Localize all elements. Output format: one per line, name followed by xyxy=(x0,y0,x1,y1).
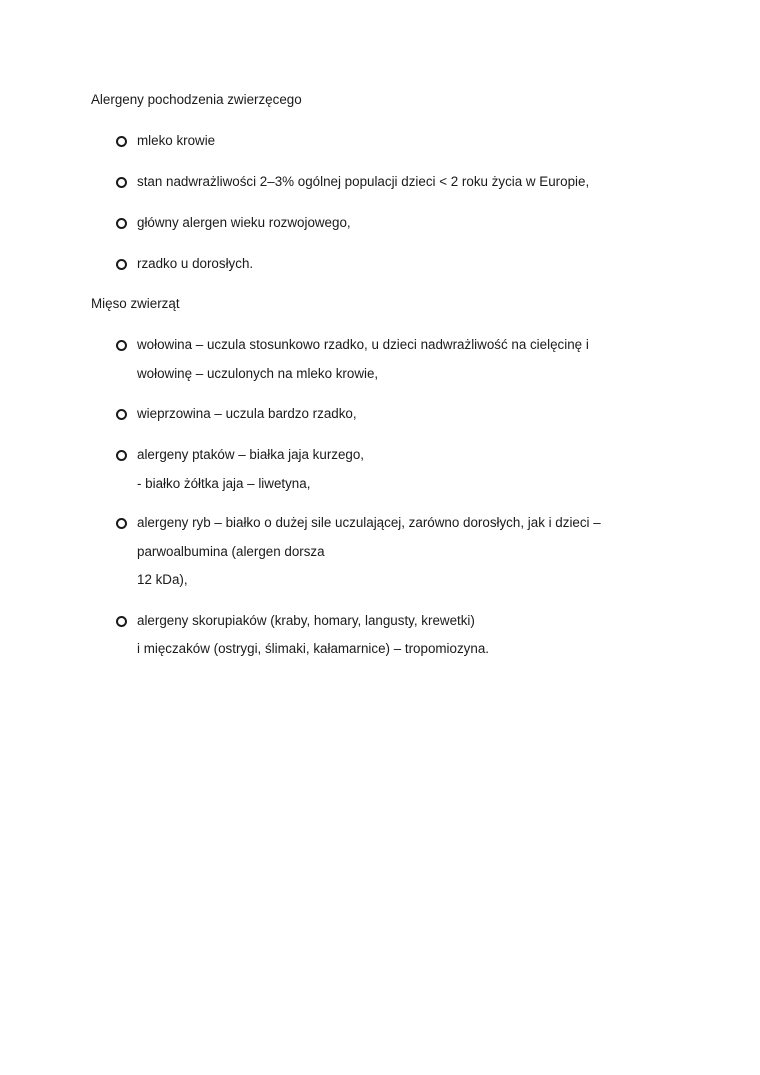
section-heading-animal-allergens: Alergeny pochodzenia zwierzęcego xyxy=(91,92,302,107)
list-item-text: wieprzowina – uczula bardzo rzadko, xyxy=(137,406,357,421)
circle-bullet-icon xyxy=(116,177,127,188)
list-item-text: wołowina – uczula stosunkowo rzadko, u dzieci nadwrażliwość na cielęcinę i xyxy=(137,337,589,352)
circle-bullet-icon xyxy=(116,340,127,351)
list-item-text: parwoalbumina (alergen dorsza xyxy=(137,544,325,559)
list-item-text: stan nadwrażliwości 2–3% ogólnej populacji dzieci < 2 roku życia w Europie, xyxy=(137,174,590,189)
list-item-text: rzadko u dorosłych. xyxy=(137,256,254,271)
circle-bullet-icon xyxy=(116,409,127,420)
circle-bullet-icon xyxy=(116,518,127,529)
list-item-text: i mięczaków (ostrygi, ślimaki, kałamarnice) – tropomiozyna. xyxy=(137,641,489,656)
circle-bullet-icon xyxy=(116,136,127,147)
list-item-text: 12 kDa), xyxy=(137,572,188,587)
list-item-text: - białko żółtka jaja – liwetyna, xyxy=(137,476,311,491)
list-item-text: mleko krowie xyxy=(137,133,216,148)
list-item-text: główny alergen wieku rozwojowego, xyxy=(137,215,351,230)
circle-bullet-icon xyxy=(116,616,127,627)
list-item-text: wołowinę – uczulonych na mleko krowie, xyxy=(137,366,379,381)
list-item-text: alergeny ptaków – białka jaja kurzego, xyxy=(137,447,365,462)
circle-bullet-icon xyxy=(116,450,127,461)
list-item-text: alergeny ryb – białko o dużej sile uczulającej, zarówno dorosłych, jak i dzieci – xyxy=(137,515,601,530)
circle-bullet-icon xyxy=(116,218,127,229)
section-heading-animal-meat: Mięso zwierząt xyxy=(91,296,180,311)
list-item-text: alergeny skorupiaków (kraby, homary, langusty, krewetki) xyxy=(137,613,475,628)
circle-bullet-icon xyxy=(116,259,127,270)
